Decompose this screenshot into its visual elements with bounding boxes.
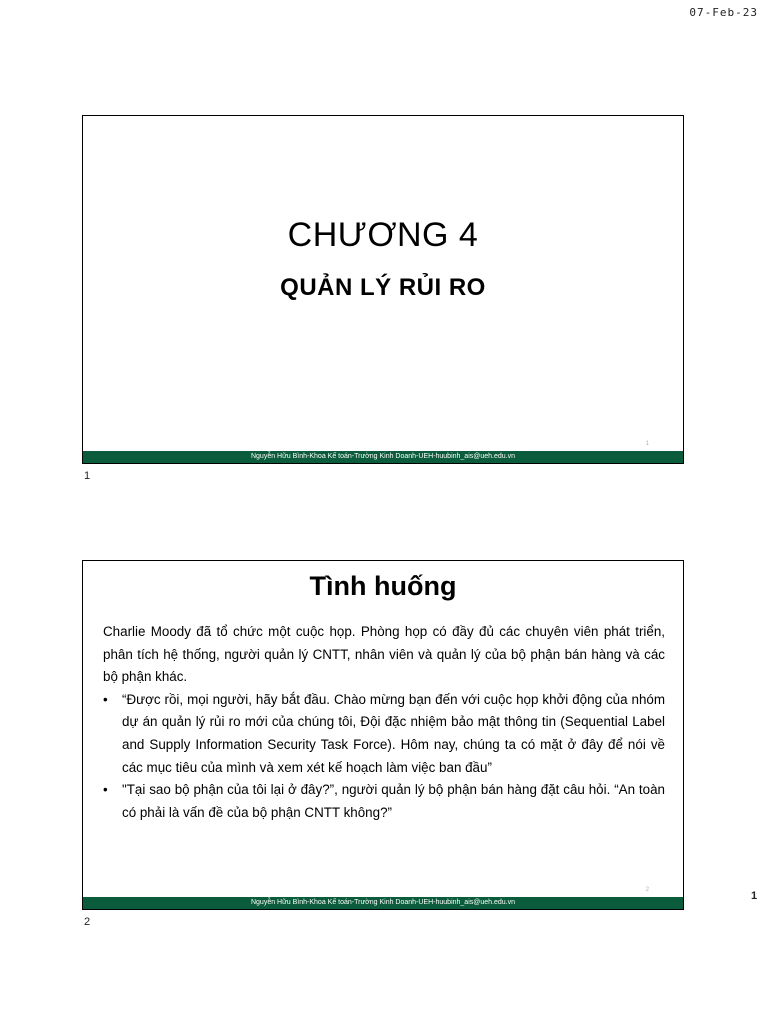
list-item bbox=[103, 689, 665, 779]
bullet-list bbox=[103, 689, 665, 825]
list-item-text: "Tại sao bộ phận của tôi lại ở đây?”, người quản lý bộ phận bán hàng đặt câu hỏi. “An toàn có phải là vấn đề của bộ phận CNTT không?” bbox=[122, 782, 665, 820]
slide-1 bbox=[82, 115, 684, 464]
print-date: 07-Feb-23 bbox=[689, 6, 758, 19]
bullet-icon: • bbox=[103, 782, 108, 798]
bullet-icon: • bbox=[103, 691, 108, 707]
list-item-text: “Được rồi, mọi người, hãy bắt đầu. Chào mừng bạn đến với cuộc họp khởi động của nhóm dự án quản lý rủi ro mới của chúng tôi, Đội đặc nhiệm bảo mật thông tin (Sequential Label and Supply Information Security Task Force). Hôm nay, chúng ta có mặt ở đây để nói về các mục tiêu của mình và xem xét kế hoạch làm việc ban đầu” bbox=[122, 691, 665, 775]
slide-number: 2 bbox=[645, 887, 649, 893]
handout-number-2: 2 bbox=[84, 916, 91, 928]
slide-2 bbox=[82, 560, 684, 910]
intro-paragraph: Charlie Moody đã tổ chức một cuộc họp. Phòng họp có đầy đủ các chuyên viên phát triển, phân tích hệ thống, người quản lý CNTT, nhân viên và quản lý của bộ phận bán hàng và các bộ phận khác. bbox=[103, 624, 665, 685]
slide-footer: Nguyễn Hữu Bình-Khoa Kế toán-Trường Kinh Doanh-UEH-huubinh_ais@ueh.edu.vn bbox=[83, 897, 683, 909]
handout-number-1: 1 bbox=[84, 470, 91, 482]
chapter-title: CHƯƠNG 4 bbox=[287, 216, 479, 254]
slide-body bbox=[103, 621, 665, 824]
slide-title: Tình huống bbox=[309, 571, 457, 601]
page-number: 1 bbox=[751, 890, 758, 902]
slide-footer: Nguyễn Hữu Bình-Khoa Kế toán-Trường Kinh Doanh-UEH-huubinh_ais@ueh.edu.vn bbox=[83, 451, 683, 463]
list-item bbox=[103, 779, 665, 824]
chapter-subtitle: QUẢN LÝ RỦI RO bbox=[280, 274, 486, 301]
slide-number: 1 bbox=[645, 441, 649, 447]
